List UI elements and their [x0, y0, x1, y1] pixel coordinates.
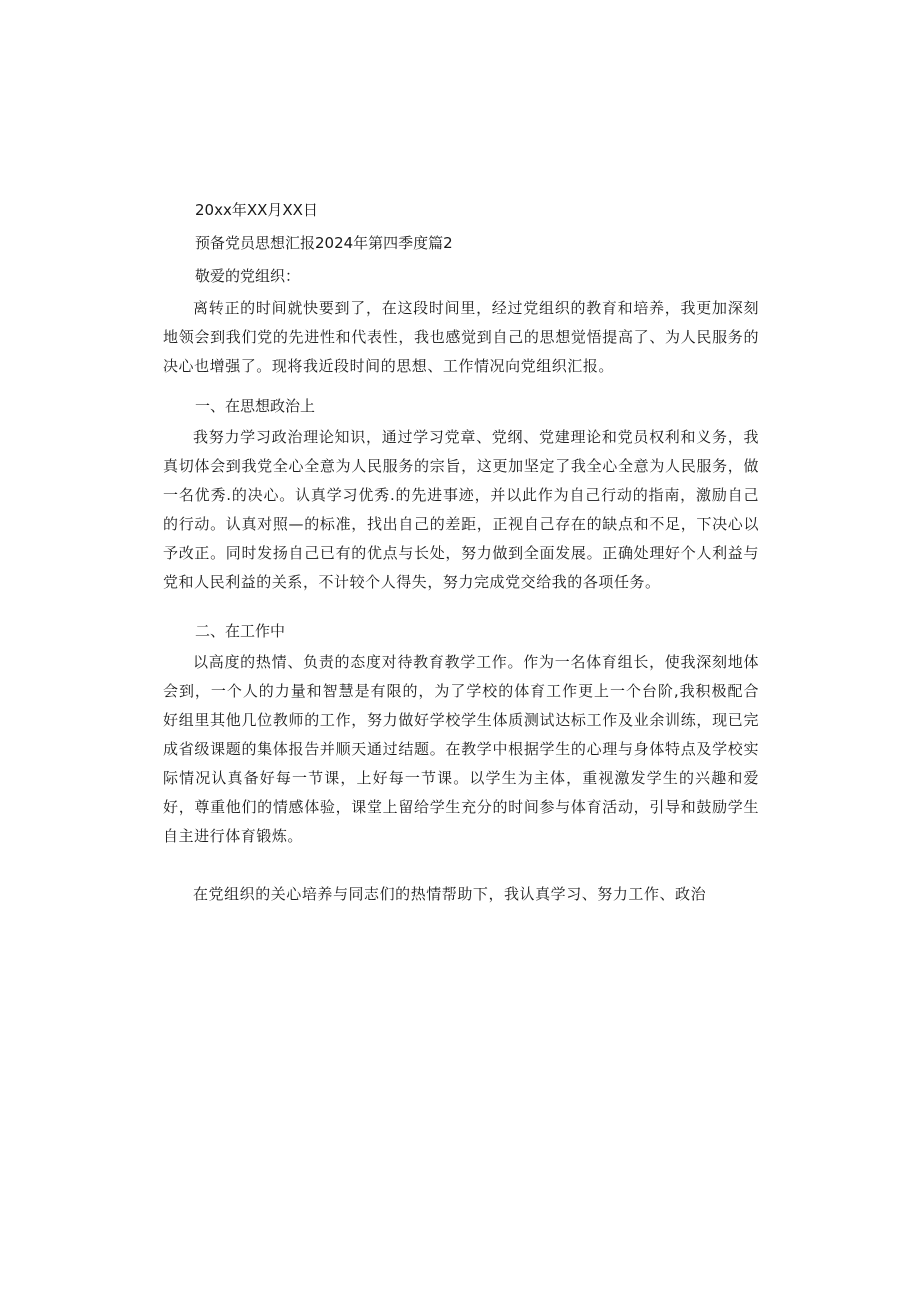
document-title: 预备党员思想汇报2024年第四季度篇2 [195, 234, 453, 252]
paragraph-political: 我努力学习政治理论知识，通过学习党章、党纲、党建理论和党员权利和义务，我真切体会到我党全心全意为人民服务的宗旨，这更加坚定了我全心全意为人民服务，做一名优秀.的决心。认真学习优秀.的先进事迹，并以此作为自己行动的指南，激励自己的行动。认真对照—的标准，找出自己的差距，正视自己存在的缺点和不足，下决心以予改正。同时发扬自己已有的优点与长处，努力做到全面发展。正确处理好个人利益与党和人民利益的关系，不计较个人得失，努力完成党交给我的各项任务。 [163, 428, 759, 591]
paragraph-intro: 离转正的时间就快要到了，在这段时间里，经过党组织的教育和培养，我更加深刻地领会到我们党的先进性和代表性，我也感觉到自己的思想觉悟提高了、为人民服务的决心也增强了。现将我近段时间的思想、工作情况向党组织汇报。 [163, 299, 759, 375]
section-heading-political: 一、在思想政治上 [195, 397, 316, 415]
section-heading-work: 二、在工作中 [195, 622, 286, 640]
document-date: 20xx年XX月XX日 [195, 201, 318, 219]
paragraph-closing: 在党组织的关心培养与同志们的热情帮助下，我认真学习、努力工作、政治 [193, 885, 707, 903]
paragraph-work: 以高度的热情、负责的态度对待教育教学工作。作为一名体育组长，使我深刻地体会到，一个人的力量和智慧是有限的，为了学校的体育工作更上一个台阶,我积极配合好组里其他几位教师的工作，努力做好学校学生体质测试达标工作及业余训练，现已完成省级课题的集体报告并顺天通过结题。在教学中根据学生的心理与身体特点及学校实际情况认真备好每一节课，上好每一节课。以学生为主体，重视激发学生的兴趣和爱好，尊重他们的情感体验，课堂上留给学生充分的时间参与体育活动，引导和鼓励学生自主进行体育锻炼。 [163, 653, 759, 845]
salutation: 敬爱的党组织： [195, 267, 301, 285]
